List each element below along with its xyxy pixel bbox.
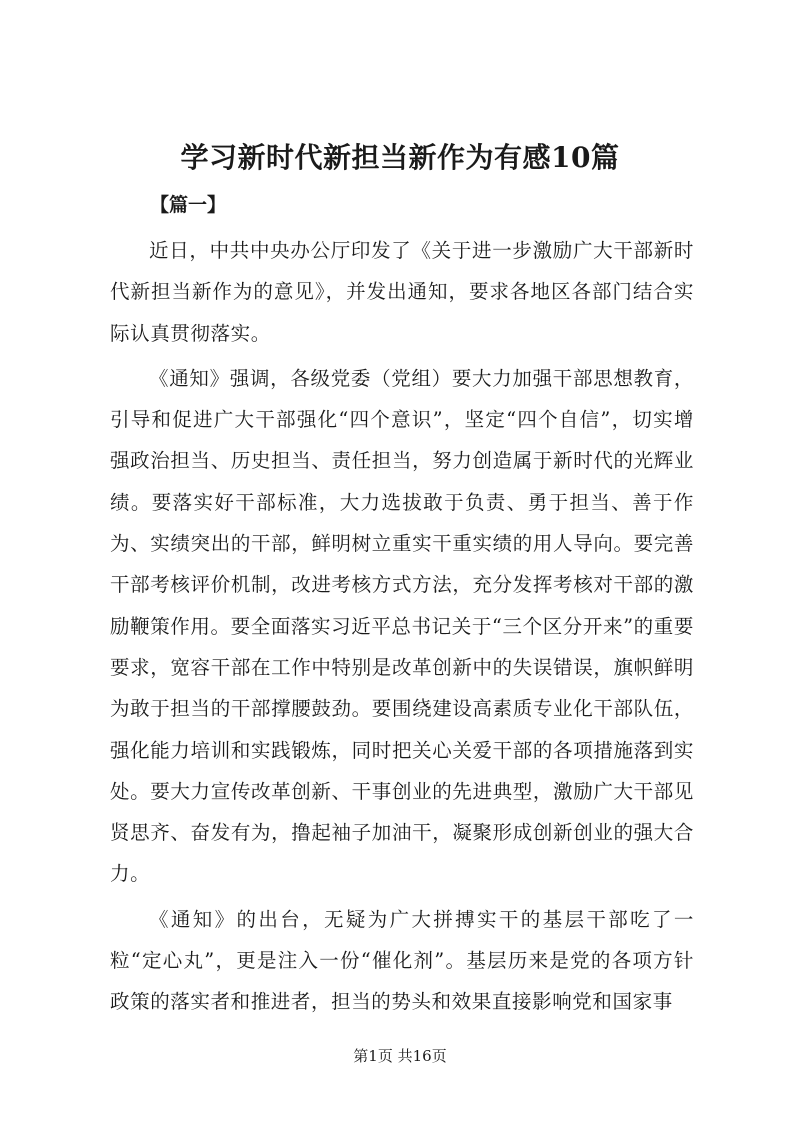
section-label: 【篇一】	[150, 194, 227, 216]
document-body	[110, 230, 694, 1027]
paragraph: 《通知》强调，各级党委（党组）要大力加强干部思想教育，引导和促进广大干部强化“四个意识”，坚定“四个自信”，切实增强政治担当、历史担当、责任担当，努力创造属于新时代的光辉业绩。要落实好干部标准，大力选拔敢于负责、勇于担当、善于作为、实绩突出的干部，鲜明树立重实干重实绩的用人导向。要完善干部考核评价机制，改进考核方式方法，充分发挥考核对干部的激励鞭策作用。要全面落实习近平总书记关于“三个区分开来”的重要要求，宽容干部在工作中特别是改革创新中的失误错误，旗帜鲜明为敢于担当的干部撑腰鼓劲。要围绕建设高素质专业化干部队伍，强化能力培训和实践锻炼，同时把关心关爱干部的各项措施落到实处。要大力宣传改革创新、干事创业的先进典型，激励广大干部见贤思齐、奋发有为，撸起袖子加油干，凝聚形成创新创业的强大合力。	[110, 366, 694, 886]
paragraph: 《通知》的出台，无疑为广大拼搏实干的基层干部吃了一粒“定心丸”，更是注入一份“催化剂”。基层历来是党的各项方针政策的落实者和推进者，担当的势头和效果直接影响党和国家事	[110, 907, 694, 1014]
paragraph: 近日，中共中央办公厅印发了《关于进一步激励广大干部新时代新担当新作为的意见》，并发出通知，要求各地区各部门结合实际认真贯彻落实。	[110, 239, 694, 345]
page-footer: 第1页 共16页	[353, 1047, 447, 1065]
document-title: 学习新时代新担当新作为有感10篇	[180, 141, 620, 174]
